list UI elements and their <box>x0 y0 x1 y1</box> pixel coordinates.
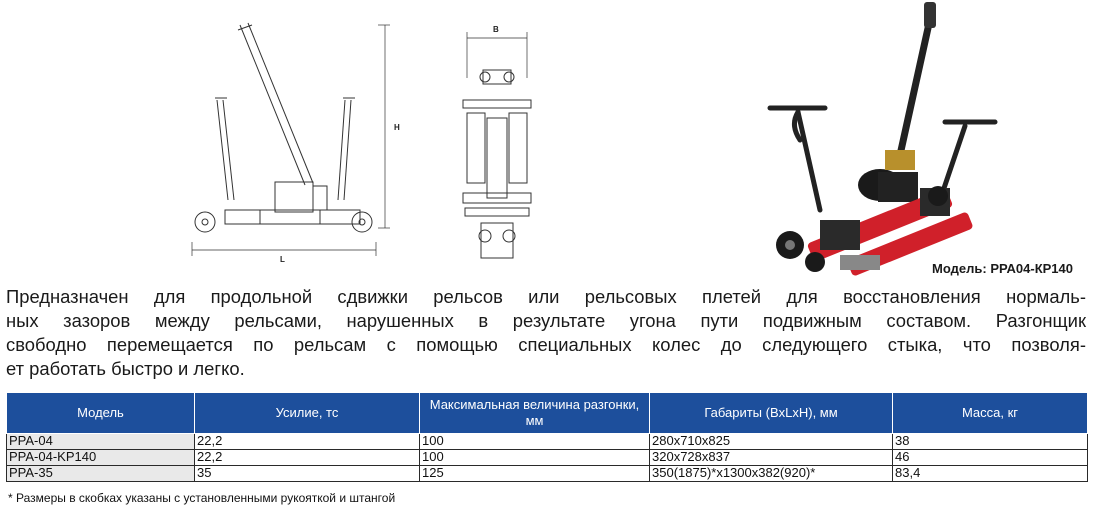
cell-mass: 38 <box>893 433 1088 449</box>
description-line: Предназначен для продольной сдвижки рельсов или рельсовых плетей для восстановления нормаль- <box>6 286 1086 307</box>
cell-mass: 46 <box>893 449 1088 465</box>
column-header-model: Модель <box>7 393 195 433</box>
column-header-dimensions: Габариты (BxLxH), мм <box>650 393 893 433</box>
description-line: ных зазоров между рельсами, нарушенных в результате угона пути подвижным составом. Разгонщик <box>6 310 1086 331</box>
cell-model: PPA-04 <box>7 433 195 449</box>
cell-max-stroke: 100 <box>420 433 650 449</box>
length-dimension-label: L <box>280 255 285 264</box>
cell-dimensions: 320x728x837 <box>650 449 893 465</box>
column-header-mass: Масса, кг <box>893 393 1088 433</box>
front-view-drawing <box>455 18 550 268</box>
cell-mass: 83,4 <box>893 465 1088 481</box>
description-line: ет работать быстро и легко. <box>6 358 245 379</box>
cell-force: 22,2 <box>195 449 420 465</box>
cell-force: 35 <box>195 465 420 481</box>
width-dimension-label: B <box>493 25 499 34</box>
column-header-force: Усилие, тс <box>195 393 420 433</box>
table-row <box>7 465 1088 481</box>
table-footnote: * Размеры в скобках указаны с установленными рукояткой и штангой <box>8 491 396 505</box>
table-row <box>7 433 1088 449</box>
side-view-drawing <box>180 10 405 270</box>
cell-max-stroke: 125 <box>420 465 650 481</box>
cell-dimensions: 280x710x825 <box>650 433 893 449</box>
cell-dimensions: 350(1875)*x1300x382(920)* <box>650 465 893 481</box>
column-header-max-stroke: Максимальная величина разгонки, мм <box>420 393 650 433</box>
description-line: свободно перемещается по рельсам с помощью специальных колес до следующего стыка, что позволя- <box>6 334 1086 355</box>
specifications-table <box>6 393 1088 482</box>
cell-force: 22,2 <box>195 433 420 449</box>
table-header-row <box>7 393 1088 433</box>
product-description <box>6 285 1086 381</box>
cell-max-stroke: 100 <box>420 449 650 465</box>
photo-caption: Модель: РРА04-КР140 <box>932 261 1073 276</box>
cell-model: PPA-04-KP140 <box>7 449 195 465</box>
product-photo <box>760 0 1093 282</box>
height-dimension-label: H <box>394 123 400 132</box>
table-row <box>7 449 1088 465</box>
cell-model: PPA-35 <box>7 465 195 481</box>
